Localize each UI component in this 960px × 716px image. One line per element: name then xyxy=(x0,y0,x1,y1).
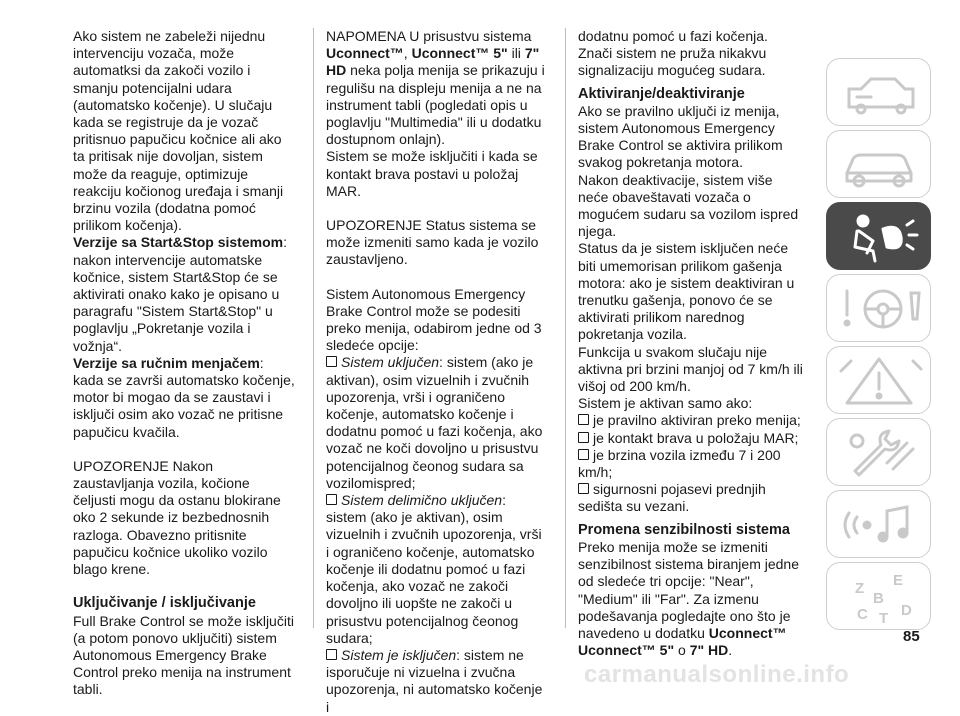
tab-car[interactable] xyxy=(826,130,931,198)
option-name: Sistem je isključen xyxy=(341,646,457,663)
text-column-1 xyxy=(73,28,295,699)
brand-text: Uconnect™ Uconnect™ 5" xyxy=(578,624,787,659)
condition-item xyxy=(578,430,804,447)
index-letter: C xyxy=(857,606,868,623)
index-letter: D xyxy=(901,602,912,619)
column-divider xyxy=(313,28,314,628)
tab-driving[interactable] xyxy=(826,346,931,414)
option-item xyxy=(326,354,548,492)
note-paragraph xyxy=(326,28,548,148)
paragraph: Sistem Autonomous Emergency Brake Control može se podesiti preko menija, odabirom jedne od 3 sledeće opcije: xyxy=(326,285,542,354)
paragraph: Ako se pravilno uključi iz menija, sistem Autonomous Emergency Brake Control se aktivira prilikom svakog pokretanja motora. xyxy=(578,102,783,171)
option-text: : sistem (ako je aktivan), osim vizuelnih i zvučnih upozorenja, vrši i ograničeno kočenje, automatsko kočenje ili dodatnu pomoć u fazi kočenja, ako vozač ne zakoči dovoljno ili uopšte ne zakoči u prisustvu potencijalnog čeonog sudara; xyxy=(326,492,542,646)
tab-warnings[interactable] xyxy=(826,274,931,342)
text-column-3 xyxy=(578,28,804,659)
checkbox-icon xyxy=(578,449,589,460)
warning-paragraph: UPOZORENJE Status sistema se može izmeniti samo kada je vozilo zaustavljeno. xyxy=(326,217,539,268)
tab-dashboard[interactable] xyxy=(826,58,931,126)
text: o xyxy=(674,642,690,659)
text: , xyxy=(403,45,412,62)
tab-index[interactable] xyxy=(826,562,931,630)
brand-text: 7" HD xyxy=(689,642,729,659)
condition-text: je kontakt brava u položaju MAR; xyxy=(593,429,799,446)
brand-text: 7" HD xyxy=(326,45,540,79)
condition-item xyxy=(578,447,804,481)
paragraph-text: : nakon intervencije automatske kočnice, sistem Start&Stop će se aktivirati onako kako je opisano u paragrafu "Sistem Start&Stop" u poglavlju „Pokretanje vozila i vožnja“. xyxy=(73,234,287,354)
text: . xyxy=(728,642,733,659)
option-name: Sistem uključen xyxy=(341,354,440,371)
condition-item xyxy=(578,412,804,429)
multimedia-icon xyxy=(827,491,932,559)
text: neka polja menija se prikazuju i regulišu na displeju menija a ne na instrument tabli (pogledati opis u poglavlju "Multimedia" ili u dodatku dostupnom onlajn). xyxy=(326,62,545,148)
warning-paragraph: UPOZORENJE Nakon zaustavljanja vozila, kočione čeljusti mogu da ostanu blokirane oko 2 sekunde iz bezbednosnih razloga. Obavezno pritisnite papučicu kočnice ukoliko vozilo blago krene. xyxy=(73,457,281,578)
paragraph: Nakon deaktivacije, sistem više neće obaveštavati vozača o mogućem sudaru sa vozilom ispred njega. xyxy=(578,171,799,240)
seat-airbag-icon xyxy=(827,203,932,271)
paragraph: Ako sistem ne zabeleži nijednu intervenciju vozača, može automatksi da zakoči vozilo i smanju potencijalni udara (automatsko kočenje). U slučaju kada se registruje da je vozač pritisnuo papučicu kočnice ali ako ta pritisak nije dovoljan, sistem može da reaguje, optimizuje reakciju kočionog uređaja i smanji brzinu vozila (dodatna pomoć prilikom kočenja). xyxy=(73,28,284,234)
car-icon xyxy=(827,131,932,199)
checkbox-icon xyxy=(578,483,589,494)
checkbox-icon xyxy=(326,494,337,505)
section-heading: Aktiviranje/deaktiviranje xyxy=(578,85,745,102)
inline-heading: Verzije sa Start&Stop sistemom xyxy=(73,234,284,251)
paragraph-text: : kada se završi automatsko kočenje, motor bi mogao da se zaustavi i isključi osim ako vozač ne pritisne papučicu kvačila. xyxy=(73,354,295,440)
text: ili xyxy=(507,45,525,62)
text-column-2 xyxy=(326,28,548,716)
condition-item xyxy=(578,481,804,515)
text: NAPOMENA U prisustvu sistema xyxy=(326,28,532,44)
tab-safety[interactable] xyxy=(826,202,931,270)
paragraph: Full Brake Control se može isključiti (a potom ponovo uključiti) sistem Autonomous Emergency Brake Control preko menija na instrument tabli. xyxy=(73,612,294,698)
option-name: Sistem delimično uključen xyxy=(341,492,503,509)
index-letter: B xyxy=(873,590,884,607)
watermark: carmanualsonline.info xyxy=(584,661,850,688)
index-letter: T xyxy=(879,610,889,627)
checkbox-icon xyxy=(326,649,337,660)
paragraph: Funkcija u svakom slučaju nije aktivna pri brzini manjoj od 7 km/h ili višoj od 200 km/h. xyxy=(578,343,803,395)
option-item xyxy=(326,492,548,647)
paragraph xyxy=(578,539,804,659)
paragraph xyxy=(73,355,295,441)
checkbox-icon xyxy=(578,432,589,443)
option-item xyxy=(326,647,548,716)
option-text: : sistem ne isporučuje ni vizuelna i zvučna upozorenja, ni automatsko kočenje i xyxy=(326,646,543,715)
paragraph: Status da je sistem isključen neće biti umemorisan prilikom gašenja motora: ako je sistem deaktiviran u trenutku gašenja, ponovo će se aktivirati prilikom narednog pokretanja vozila. xyxy=(578,240,795,343)
column-divider xyxy=(565,28,566,628)
inline-heading: Verzije sa ručnim menjačem xyxy=(73,354,260,371)
dashboard-icon xyxy=(827,59,932,127)
chapter-tabs xyxy=(826,58,931,634)
index-icon xyxy=(827,563,932,631)
checkbox-icon xyxy=(326,356,337,367)
condition-text: je brzina vozila između 7 i 200 km/h; xyxy=(578,446,781,481)
brand-text: Uconnect™ 5" xyxy=(411,45,508,62)
road-warning-icon xyxy=(827,347,932,415)
paragraph xyxy=(73,234,295,354)
brand-text: Uconnect™ xyxy=(326,45,404,62)
service-tools-icon xyxy=(827,419,932,487)
text: Preko menija može se izmeniti senzibilnost sistema biranjem jedne od sledeće tri opcije: "Near", "Medium" ili "Far". Za izmenu podešavanja pogledajte ono što je navedeno u dodatku xyxy=(578,538,799,641)
page-number: 85 xyxy=(903,628,920,645)
warning-tools-icon xyxy=(827,275,932,343)
tab-service[interactable] xyxy=(826,418,931,486)
option-text: : sistem (ako je aktivan), osim vizuelnih i zvučnih upozorenja, vrši i ograničeno kočenje, automatsko kočenje i dodatnu pomoć u fazi kočenja, ako vozač ne koči dovoljno u prisustvu potencijalnog čeonog sudara sa vozilomispred; xyxy=(326,354,543,491)
paragraph: Sistem je aktivan samo ako: xyxy=(578,395,753,412)
condition-text: je pravilno aktiviran preko menija; xyxy=(593,412,801,429)
tab-multimedia[interactable] xyxy=(826,490,931,558)
paragraph: Sistem se može isključiti i kada se kontakt brava postavi u položaj MAR. xyxy=(326,148,538,199)
condition-text: sigurnosni pojasevi prednjih sedišta su vezani. xyxy=(578,481,766,515)
section-heading: Uključivanje / isključivanje xyxy=(73,595,256,612)
checkbox-icon xyxy=(578,414,589,425)
index-letter: Z xyxy=(855,580,865,597)
index-letter: E xyxy=(893,572,904,589)
paragraph: dodatnu pomoć u fazi kočenja. Znači sistem ne pruža nikakvu signalizaciju mogućeg sudara. xyxy=(578,28,768,79)
section-heading: Promena senzibilnosti sistema xyxy=(578,521,790,538)
